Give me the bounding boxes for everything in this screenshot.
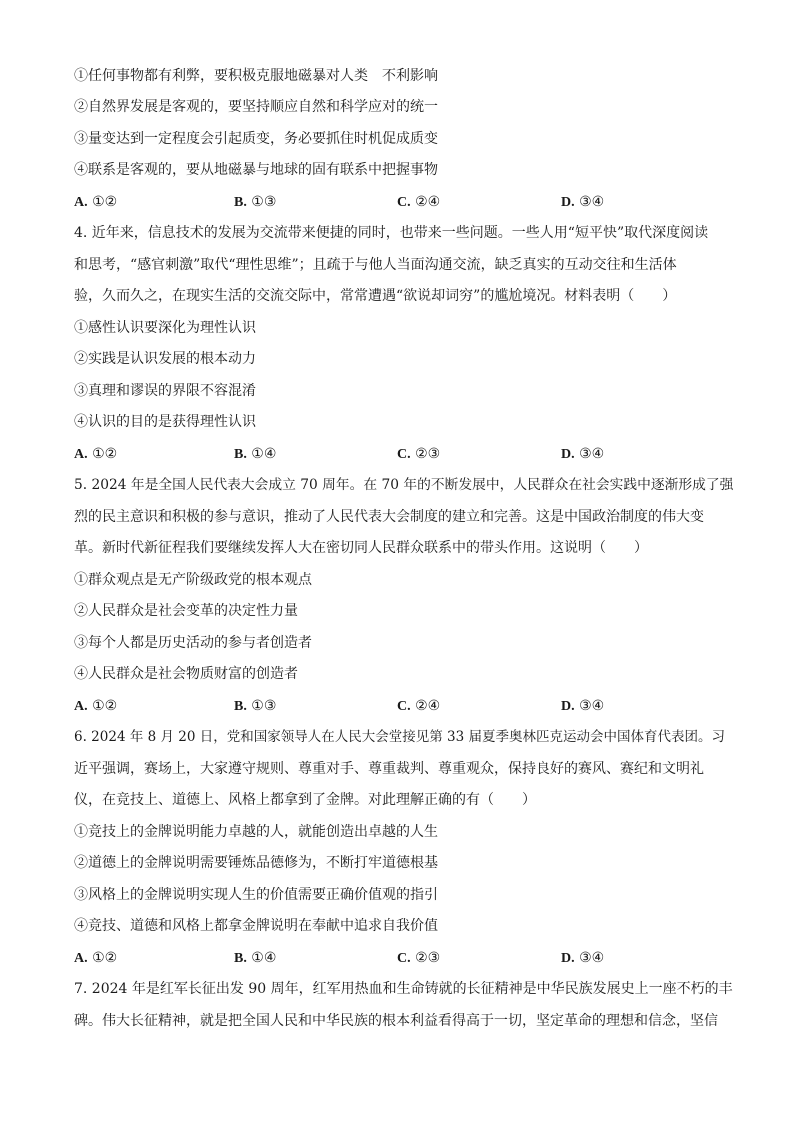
q5-options xyxy=(74,696,734,716)
q4-option-c[interactable]: C. ②③ xyxy=(397,446,441,462)
q6-item-2: ②道德上的金牌说明需要锤炼品德修为，不断打牢道德根基 xyxy=(74,855,438,871)
q4-item-2: ②实践是认识发展的根本动力 xyxy=(74,351,256,367)
q3-option-c[interactable]: C. ②④ xyxy=(397,194,441,210)
q6-option-c[interactable]: C. ②③ xyxy=(397,950,441,966)
q5-item-2: ②人民群众是社会变革的决定性力量 xyxy=(74,603,298,619)
q5-stem-line-2: 烈的民主意识和积极的参与意识，推动了人民代表大会制度的建立和完善。这是中国政治制度的伟大变 xyxy=(74,509,704,525)
q6-option-b[interactable]: B. ①④ xyxy=(234,950,277,966)
q5-option-d[interactable]: D. ③④ xyxy=(561,698,605,714)
q3-item-4: ④联系是客观的，要从地磁暴与地球的固有联系中把握事物 xyxy=(74,162,438,178)
q4-stem-line-3: 验，久而久之，在现实生活的交流交际中，常常遭遇“欲说却词穷”的尴尬境况。材料表明（ ） xyxy=(74,288,677,304)
q4-stem-line-2: 和思考，“感官刺激”取代“理性思维”；且疏于与他人当面沟通交流，缺乏真实的互动交往和生活体 xyxy=(74,257,677,273)
q4-item-4: ④认识的目的是获得理性认识 xyxy=(74,414,256,430)
q5-option-a[interactable]: A. ①② xyxy=(74,698,118,714)
q4-stem-line-1: 4. 近年来，信息技术的发展为交流带来便捷的同时，也带来一些问题。一些人用“短平快”取代深度阅读 xyxy=(74,225,709,241)
q5-item-3: ③每个人都是历史活动的参与者创造者 xyxy=(74,635,312,651)
q5-item-4: ④人民群众是社会物质财富的创造者 xyxy=(74,666,298,682)
q3-item-2: ②自然界发展是客观的，要坚持顺应自然和科学应对的统一 xyxy=(74,99,438,115)
q5-option-c[interactable]: C. ②④ xyxy=(397,698,441,714)
q3-item-3: ③量变达到一定程度会引起质变，务必要抓住时机促成质变 xyxy=(74,131,438,147)
q6-item-3: ③风格上的金牌说明实现人生的价值需要正确价值观的指引 xyxy=(74,887,438,903)
q6-item-4: ④竞技、道德和风格上都拿金牌说明在奉献中追求自我价值 xyxy=(74,918,438,934)
q5-option-b[interactable]: B. ①③ xyxy=(234,698,277,714)
q6-stem-line-2: 近平强调，赛场上，大家遵守规则、尊重对手、尊重裁判、尊重观众，保持良好的赛风、赛纪和文明礼 xyxy=(74,761,704,777)
q4-option-d[interactable]: D. ③④ xyxy=(561,446,605,462)
q6-options xyxy=(74,948,734,968)
q6-stem-line-1: 6. 2024 年 8 月 20 日，党和国家领导人在人民大会堂接见第 33 届夏季奥林匹克运动会中国体育代表团。习 xyxy=(74,729,726,745)
q5-stem-line-3: 革。新时代新征程我们要继续发挥人大在密切同人民群众联系中的带头作用。这说明（ ） xyxy=(74,540,648,556)
q3-option-b[interactable]: B. ①③ xyxy=(234,194,277,210)
q5-item-1: ①群众观点是无产阶级政党的根本观点 xyxy=(74,572,312,588)
q4-item-3: ③真理和谬误的界限不容混淆 xyxy=(74,383,256,399)
q3-item-1: ①任何事物都有利弊，要积极克服地磁暴对人类 不利影响 xyxy=(74,68,438,84)
q6-option-d[interactable]: D. ③④ xyxy=(561,950,605,966)
q3-option-d[interactable]: D. ③④ xyxy=(561,194,605,210)
q4-option-a[interactable]: A. ①② xyxy=(74,446,118,462)
q6-option-a[interactable]: A. ①② xyxy=(74,950,118,966)
q4-option-b[interactable]: B. ①④ xyxy=(234,446,277,462)
q7-stem-line-1: 7. 2024 年是红军长征出发 90 周年，红军用热血和生命铸就的长征精神是中华民族发展史上一座不朽的丰 xyxy=(74,981,733,997)
q3-option-a[interactable]: A. ①② xyxy=(74,194,118,210)
q3-options xyxy=(74,192,734,212)
q4-options xyxy=(74,444,734,464)
q7-stem-line-2: 碑。伟大长征精神，就是把全国人民和中华民族的根本利益看得高于一切，坚定革命的理想和信念，坚信 xyxy=(74,1013,718,1029)
q6-stem-line-3: 仪，在竞技上、道德上、风格上都拿到了金牌。对此理解正确的有（ ） xyxy=(74,792,536,808)
q6-item-1: ①竞技上的金牌说明能力卓越的人，就能创造出卓越的人生 xyxy=(74,824,438,840)
q5-stem-line-1: 5. 2024 年是全国人民代表大会成立 70 周年。在 70 年的不断发展中，人民群众在社会实践中逐渐形成了强 xyxy=(74,477,734,493)
q4-item-1: ①感性认识要深化为理性认识 xyxy=(74,320,256,336)
